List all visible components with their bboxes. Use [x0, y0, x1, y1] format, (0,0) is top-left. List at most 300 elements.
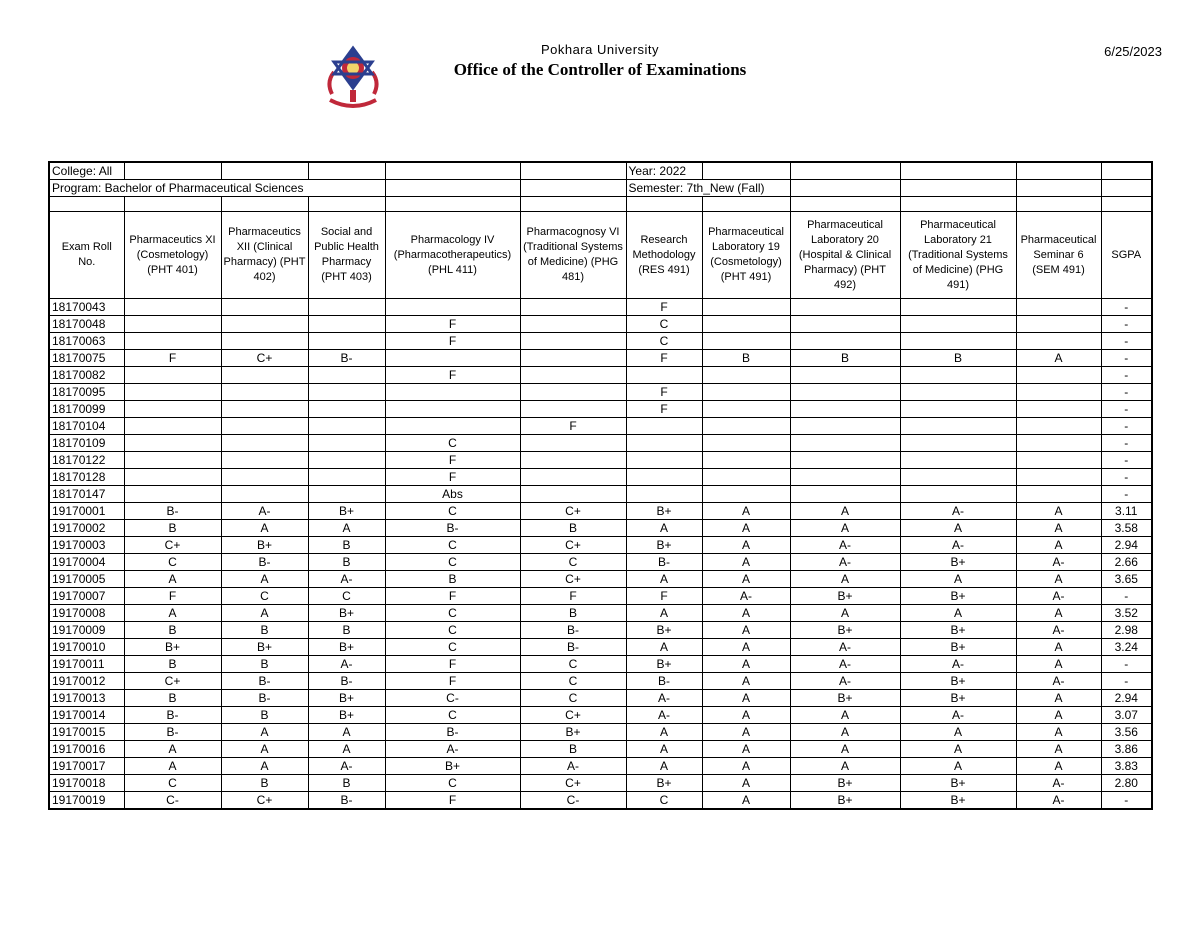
exam-roll-cell: 18170082 — [49, 367, 124, 384]
column-header: Pharmaceutical Laboratory 21 (Traditional Systems of Medicine) (PHG 491) — [900, 212, 1016, 299]
column-header: Pharmacology IV (Pharmacotherapeutics) (PHL 411) — [385, 212, 520, 299]
grade-cell — [1016, 401, 1101, 418]
grade-cell: B+ — [626, 622, 702, 639]
grade-cell: A — [790, 758, 900, 775]
grade-cell — [790, 384, 900, 401]
grade-cell: C — [308, 588, 385, 605]
grade-cell: A — [702, 775, 790, 792]
exam-roll-cell: 19170011 — [49, 656, 124, 673]
grade-cell: A — [1016, 741, 1101, 758]
grade-cell: B+ — [790, 622, 900, 639]
grade-cell: A — [790, 520, 900, 537]
grade-cell: F — [626, 401, 702, 418]
grade-cell: B+ — [520, 724, 626, 741]
grade-cell: F — [626, 384, 702, 401]
grade-cell — [900, 469, 1016, 486]
grade-cell: A- — [1016, 775, 1101, 792]
grade-cell: A — [900, 605, 1016, 622]
sgpa-cell: - — [1101, 367, 1152, 384]
grade-cell: C — [385, 639, 520, 656]
grade-cell: A — [626, 741, 702, 758]
grade-cell: B- — [221, 554, 308, 571]
sgpa-cell: 3.07 — [1101, 707, 1152, 724]
grade-cell: B+ — [124, 639, 221, 656]
grade-cell: A — [702, 724, 790, 741]
grade-cell — [790, 401, 900, 418]
grade-cell: A- — [1016, 792, 1101, 810]
grade-cell: B+ — [900, 792, 1016, 810]
table-row — [49, 537, 1152, 554]
exam-roll-cell: 19170019 — [49, 792, 124, 810]
grade-cell: A- — [790, 554, 900, 571]
grade-cell — [520, 469, 626, 486]
grade-cell — [790, 316, 900, 333]
grade-cell: B- — [385, 724, 520, 741]
grade-cell: A — [221, 758, 308, 775]
grade-cell: B+ — [308, 503, 385, 520]
grade-cell: A — [124, 571, 221, 588]
grade-cell: B- — [520, 622, 626, 639]
sgpa-cell: 3.24 — [1101, 639, 1152, 656]
grade-cell: A- — [308, 571, 385, 588]
column-header: Research Methodology (RES 491) — [626, 212, 702, 299]
grade-cell — [626, 469, 702, 486]
grade-cell: B — [221, 707, 308, 724]
exam-roll-cell: 19170001 — [49, 503, 124, 520]
sgpa-cell: - — [1101, 452, 1152, 469]
sgpa-cell: 3.52 — [1101, 605, 1152, 622]
grade-cell — [520, 367, 626, 384]
grade-cell: B+ — [626, 503, 702, 520]
column-header: Pharmaceutical Laboratory 19 (Cosmetology) (PHT 491) — [702, 212, 790, 299]
exam-roll-cell: 19170014 — [49, 707, 124, 724]
grade-cell — [221, 316, 308, 333]
grade-cell: A — [1016, 350, 1101, 367]
exam-roll-cell: 19170013 — [49, 690, 124, 707]
grade-cell: A — [626, 571, 702, 588]
grade-cell: A — [221, 741, 308, 758]
sgpa-cell: - — [1101, 316, 1152, 333]
table-row — [49, 707, 1152, 724]
grade-cell — [308, 316, 385, 333]
table-row — [49, 418, 1152, 435]
grade-cell: A- — [520, 758, 626, 775]
grade-cell: A — [221, 520, 308, 537]
grade-cell — [221, 401, 308, 418]
grade-cell — [124, 299, 221, 316]
grade-cell — [900, 333, 1016, 350]
table-row — [49, 401, 1152, 418]
exam-roll-cell: 18170048 — [49, 316, 124, 333]
grade-cell: A- — [385, 741, 520, 758]
table-row — [49, 486, 1152, 503]
grade-cell: A — [702, 758, 790, 775]
grade-cell — [124, 418, 221, 435]
grade-cell: F — [124, 350, 221, 367]
grade-cell — [1016, 418, 1101, 435]
table-row — [49, 639, 1152, 656]
grade-cell: A- — [900, 656, 1016, 673]
grade-cell: A — [702, 792, 790, 810]
grade-cell: F — [520, 418, 626, 435]
grade-cell: B+ — [626, 775, 702, 792]
grade-cell: C — [520, 673, 626, 690]
grade-cell: A — [1016, 724, 1101, 741]
grade-cell: B- — [626, 554, 702, 571]
table-row — [49, 588, 1152, 605]
grade-cell: A — [702, 656, 790, 673]
sgpa-cell: - — [1101, 469, 1152, 486]
grade-cell: B+ — [626, 656, 702, 673]
grade-cell: B- — [385, 520, 520, 537]
sgpa-cell: 3.83 — [1101, 758, 1152, 775]
table-row — [49, 333, 1152, 350]
grade-cell: A- — [221, 503, 308, 520]
exam-roll-cell: 19170002 — [49, 520, 124, 537]
grade-cell: A — [900, 724, 1016, 741]
column-header: Pharmaceutical Laboratory 20 (Hospital & Clinical Pharmacy) (PHT 492) — [790, 212, 900, 299]
exam-roll-cell: 19170004 — [49, 554, 124, 571]
blank-row — [49, 197, 1152, 212]
grade-cell: F — [385, 316, 520, 333]
grade-cell — [308, 452, 385, 469]
grade-cell: Abs — [385, 486, 520, 503]
grade-cell: C — [520, 690, 626, 707]
grade-cell: C+ — [520, 775, 626, 792]
sgpa-cell: 2.66 — [1101, 554, 1152, 571]
grade-cell: A- — [1016, 554, 1101, 571]
grade-cell: A- — [626, 707, 702, 724]
grade-cell: A- — [790, 656, 900, 673]
grade-cell — [1016, 435, 1101, 452]
grade-cell — [520, 384, 626, 401]
grade-cell — [702, 486, 790, 503]
exam-roll-cell: 18170043 — [49, 299, 124, 316]
table-row — [49, 350, 1152, 367]
grade-cell: B- — [308, 792, 385, 810]
exam-roll-cell: 18170099 — [49, 401, 124, 418]
grade-cell: A — [308, 741, 385, 758]
grade-cell: C+ — [124, 537, 221, 554]
grade-cell — [1016, 452, 1101, 469]
grade-cell: B — [308, 554, 385, 571]
column-header: SGPA — [1101, 212, 1152, 299]
column-header: Pharmaceutical Seminar 6 (SEM 491) — [1016, 212, 1101, 299]
column-header: Social and Public Health Pharmacy (PHT 403) — [308, 212, 385, 299]
grade-cell: A — [626, 724, 702, 741]
grade-cell: F — [124, 588, 221, 605]
grade-cell: C+ — [520, 503, 626, 520]
semester-label: Semester: 7th_New (Fall) — [626, 180, 790, 197]
table-row — [49, 605, 1152, 622]
grade-cell: B+ — [221, 639, 308, 656]
table-row — [49, 690, 1152, 707]
grade-cell: F — [385, 367, 520, 384]
grade-cell — [790, 435, 900, 452]
grade-cell: C — [124, 775, 221, 792]
grade-cell — [790, 299, 900, 316]
grade-cell: A- — [702, 588, 790, 605]
grade-cell: C — [626, 792, 702, 810]
table-row — [49, 724, 1152, 741]
grade-cell: C+ — [221, 350, 308, 367]
grade-cell: A — [702, 520, 790, 537]
sgpa-cell: - — [1101, 435, 1152, 452]
grade-cell: B — [308, 775, 385, 792]
grade-cell — [221, 367, 308, 384]
grade-cell — [221, 452, 308, 469]
grade-cell — [124, 384, 221, 401]
grade-cell — [702, 401, 790, 418]
grade-cell: A — [702, 639, 790, 656]
grade-cell: A — [221, 605, 308, 622]
grade-cell: B — [221, 656, 308, 673]
meta-row-program — [49, 180, 1152, 197]
grade-cell — [702, 452, 790, 469]
grade-cell — [702, 469, 790, 486]
grade-cell: B+ — [900, 690, 1016, 707]
grade-cell: B — [900, 350, 1016, 367]
grade-cell: F — [626, 350, 702, 367]
sgpa-cell: - — [1101, 673, 1152, 690]
grade-cell: F — [626, 588, 702, 605]
grade-cell: A — [1016, 520, 1101, 537]
grade-cell: B+ — [790, 792, 900, 810]
grade-cell — [221, 418, 308, 435]
grade-cell: B- — [124, 503, 221, 520]
grade-cell: B- — [124, 707, 221, 724]
grade-cell — [124, 435, 221, 452]
grade-cell: A — [1016, 605, 1101, 622]
sgpa-cell: 3.11 — [1101, 503, 1152, 520]
grade-cell: B- — [308, 350, 385, 367]
office-title: Office of the Controller of Examinations — [453, 60, 747, 79]
table-row — [49, 673, 1152, 690]
grade-cell: A — [1016, 758, 1101, 775]
grade-cell: B — [124, 656, 221, 673]
grade-cell: A — [702, 503, 790, 520]
grade-cell — [221, 384, 308, 401]
column-header: Exam Roll No. — [49, 212, 124, 299]
grade-cell — [520, 435, 626, 452]
grade-cell: F — [385, 452, 520, 469]
grade-cell: B — [520, 520, 626, 537]
grade-cell: A — [702, 690, 790, 707]
grade-cell: A — [900, 741, 1016, 758]
grade-cell: B+ — [790, 690, 900, 707]
grade-cell: B — [520, 741, 626, 758]
grade-cell: A — [1016, 571, 1101, 588]
program-label: Program: Bachelor of Pharmaceutical Sciences — [49, 180, 385, 197]
grade-cell: B+ — [308, 605, 385, 622]
exam-roll-cell: 19170010 — [49, 639, 124, 656]
grade-cell: C — [385, 503, 520, 520]
results-table — [48, 161, 1153, 810]
grade-cell — [385, 384, 520, 401]
grade-cell: B+ — [900, 673, 1016, 690]
grade-cell: B — [308, 622, 385, 639]
grade-cell — [702, 418, 790, 435]
grade-cell: A — [308, 520, 385, 537]
grade-cell — [308, 384, 385, 401]
grade-cell — [308, 418, 385, 435]
grade-cell: A — [1016, 537, 1101, 554]
grade-cell: F — [520, 588, 626, 605]
grade-cell: A — [900, 758, 1016, 775]
exam-roll-cell: 19170017 — [49, 758, 124, 775]
grade-cell: B+ — [900, 554, 1016, 571]
grade-cell: A — [221, 571, 308, 588]
grade-cell: B- — [308, 673, 385, 690]
exam-roll-cell: 18170122 — [49, 452, 124, 469]
grade-cell: A — [1016, 503, 1101, 520]
sgpa-cell: 2.80 — [1101, 775, 1152, 792]
exam-roll-cell: 18170147 — [49, 486, 124, 503]
table-row — [49, 792, 1152, 810]
grade-cell: A — [790, 571, 900, 588]
grade-cell: F — [385, 792, 520, 810]
grade-cell: B — [520, 605, 626, 622]
grade-cell — [308, 299, 385, 316]
grade-cell: C- — [385, 690, 520, 707]
grade-cell — [626, 452, 702, 469]
grade-cell: C — [385, 707, 520, 724]
grade-cell — [702, 299, 790, 316]
grade-cell — [1016, 316, 1101, 333]
grade-cell: B — [385, 571, 520, 588]
grade-cell: B — [702, 350, 790, 367]
sgpa-cell: 3.65 — [1101, 571, 1152, 588]
grade-cell: A — [702, 622, 790, 639]
grade-cell — [1016, 384, 1101, 401]
table-row — [49, 299, 1152, 316]
grade-cell — [124, 486, 221, 503]
grade-cell: A — [900, 571, 1016, 588]
grade-cell — [124, 316, 221, 333]
sgpa-cell: - — [1101, 792, 1152, 810]
grade-cell: A — [626, 639, 702, 656]
exam-roll-cell: 19170012 — [49, 673, 124, 690]
grade-cell: B- — [520, 639, 626, 656]
sgpa-cell: 2.94 — [1101, 537, 1152, 554]
grade-cell: C+ — [520, 571, 626, 588]
college-label: College: All — [49, 162, 124, 180]
table-row — [49, 435, 1152, 452]
grade-cell — [520, 316, 626, 333]
sgpa-cell: 3.86 — [1101, 741, 1152, 758]
grade-cell: A — [702, 537, 790, 554]
grade-cell: B- — [221, 690, 308, 707]
grade-cell — [385, 350, 520, 367]
grade-cell: A — [221, 724, 308, 741]
grade-cell: A — [790, 503, 900, 520]
grade-cell — [124, 469, 221, 486]
grade-cell — [1016, 486, 1101, 503]
grade-cell: A — [790, 724, 900, 741]
grade-cell: B+ — [308, 690, 385, 707]
column-header: Pharmaceutics XI (Cosmetology) (PHT 401) — [124, 212, 221, 299]
grade-cell: B- — [124, 724, 221, 741]
grade-cell — [790, 333, 900, 350]
grade-cell: A- — [1016, 622, 1101, 639]
grade-cell: B- — [626, 673, 702, 690]
sgpa-cell: - — [1101, 656, 1152, 673]
grade-cell: C — [124, 554, 221, 571]
grade-cell: C+ — [221, 792, 308, 810]
grade-cell: C- — [520, 792, 626, 810]
grade-cell — [308, 486, 385, 503]
exam-roll-cell: 19170007 — [49, 588, 124, 605]
grade-cell: B — [221, 775, 308, 792]
grade-cell: A — [702, 741, 790, 758]
grade-cell: A- — [900, 503, 1016, 520]
grade-cell: B — [221, 622, 308, 639]
report-date: 6/25/2023 — [1104, 44, 1162, 59]
grade-cell — [1016, 299, 1101, 316]
grade-cell — [1016, 333, 1101, 350]
grade-cell: A- — [790, 537, 900, 554]
grade-cell: A — [124, 741, 221, 758]
grade-cell: B+ — [385, 758, 520, 775]
grade-cell — [520, 401, 626, 418]
grade-cell — [308, 469, 385, 486]
grade-cell: C — [385, 554, 520, 571]
grade-cell: C — [221, 588, 308, 605]
grade-cell: A — [790, 741, 900, 758]
grade-cell — [308, 401, 385, 418]
exam-roll-cell: 19170005 — [49, 571, 124, 588]
grade-cell — [385, 299, 520, 316]
grade-cell: F — [626, 299, 702, 316]
grade-cell: F — [385, 333, 520, 350]
grade-cell: A — [790, 707, 900, 724]
grade-cell: A — [702, 707, 790, 724]
sgpa-cell: - — [1101, 299, 1152, 316]
grade-cell — [520, 486, 626, 503]
grade-cell: C — [385, 775, 520, 792]
grade-cell: C — [385, 605, 520, 622]
grade-cell — [308, 435, 385, 452]
grade-cell: C — [385, 435, 520, 452]
table-row — [49, 367, 1152, 384]
sgpa-cell: 2.98 — [1101, 622, 1152, 639]
grade-cell: A — [702, 554, 790, 571]
grade-cell: B+ — [308, 707, 385, 724]
grade-cell: C+ — [520, 537, 626, 554]
table-row — [49, 554, 1152, 571]
grade-cell — [702, 333, 790, 350]
grade-cell — [124, 367, 221, 384]
grade-cell: B+ — [790, 588, 900, 605]
grade-cell: F — [385, 469, 520, 486]
grade-cell: A — [702, 571, 790, 588]
grade-cell: A- — [1016, 673, 1101, 690]
grade-cell: A — [1016, 707, 1101, 724]
grade-cell: B — [124, 520, 221, 537]
sgpa-cell: - — [1101, 384, 1152, 401]
exam-roll-cell: 18170075 — [49, 350, 124, 367]
grade-cell: A — [1016, 656, 1101, 673]
grade-cell: A- — [900, 707, 1016, 724]
grade-cell — [221, 333, 308, 350]
table-row — [49, 452, 1152, 469]
table-row — [49, 469, 1152, 486]
grade-cell — [790, 367, 900, 384]
grade-cell — [385, 401, 520, 418]
table-row — [49, 571, 1152, 588]
sgpa-cell: - — [1101, 418, 1152, 435]
grade-cell: A — [702, 673, 790, 690]
